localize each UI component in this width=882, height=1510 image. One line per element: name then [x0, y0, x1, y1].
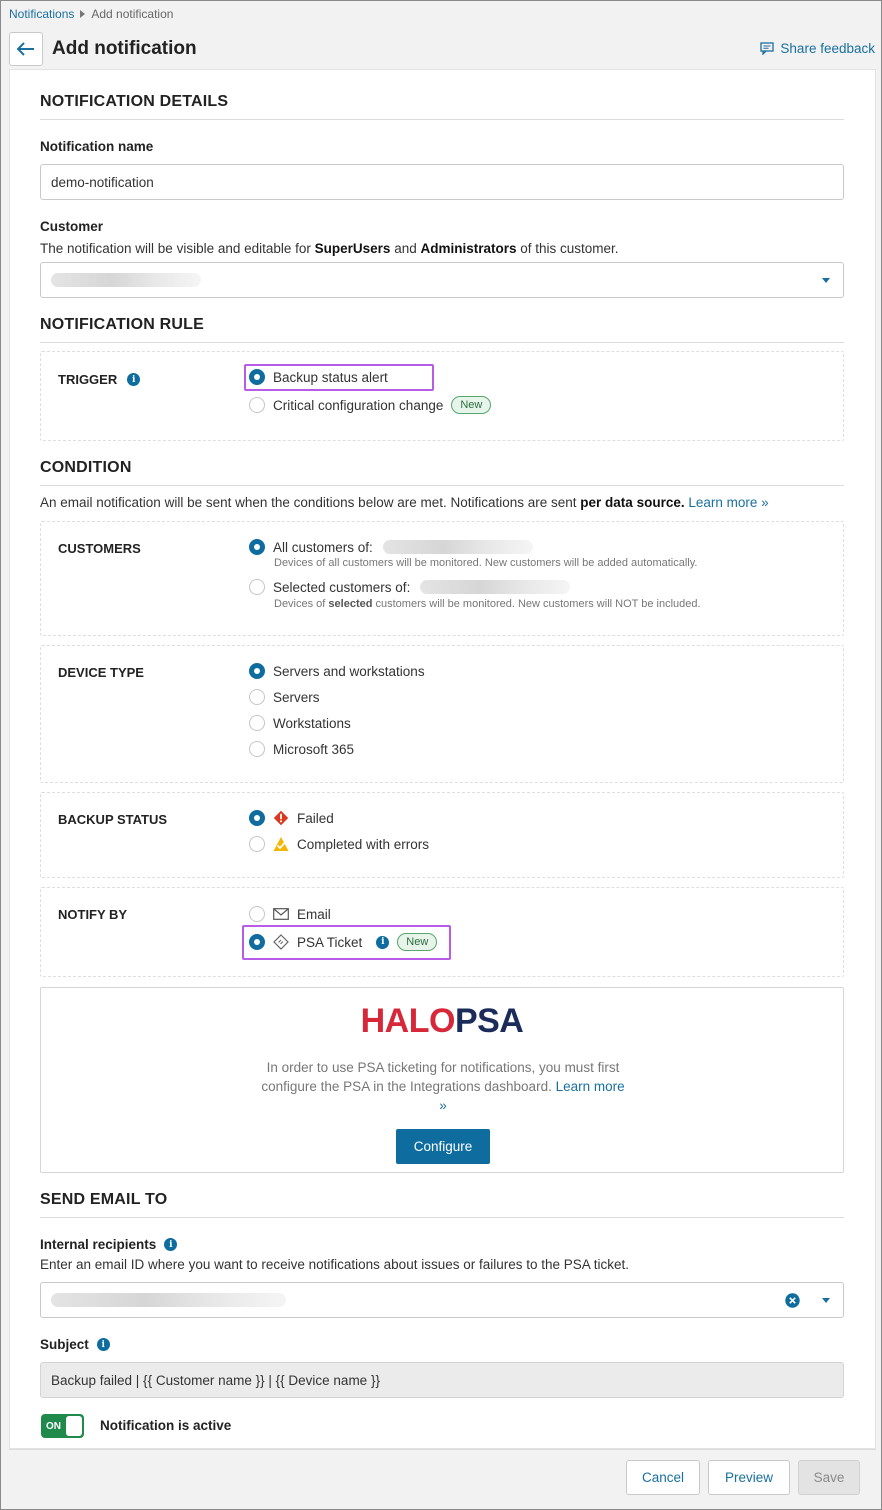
subject-label — [40, 1337, 110, 1352]
radio-label: Completed with errors — [297, 836, 430, 852]
breadcrumb-separator-icon — [80, 10, 85, 18]
subject-label-text: Subject — [40, 1337, 89, 1352]
section-title-condition: CONDITION — [40, 459, 844, 486]
recipient-email-redacted — [51, 1293, 286, 1307]
subject-value: Backup failed | {{ Customer name }} | {{ Device name }} — [51, 1372, 380, 1388]
highlight-box-psa-ticket — [242, 925, 451, 960]
customer-desc-tail: of this customer. — [516, 241, 619, 256]
customer-label: Customer — [40, 219, 104, 234]
notify-by-label: NOTIFY BY — [58, 907, 128, 922]
halopsa-logo-psa: PSA — [454, 1002, 524, 1040]
section-title-send-email: SEND EMAIL TO — [40, 1191, 844, 1218]
psa-config-text: In order to use PSA ticketing for notifications, you must first configure the PSA in the Integrations dashboard. — [261, 1060, 620, 1094]
toggle-knob — [66, 1416, 82, 1436]
envelope-icon — [273, 908, 289, 920]
radio-unselected-icon — [249, 397, 265, 413]
failed-status-icon — [273, 810, 289, 826]
subject-field — [40, 1362, 844, 1398]
breadcrumb — [9, 7, 173, 21]
radio-servers-and-workstations[interactable] — [249, 663, 425, 679]
device-type-panel — [40, 645, 844, 783]
radio-servers[interactable] — [249, 689, 320, 705]
toggle-on-label: ON — [46, 1420, 61, 1432]
radio-microsoft-365[interactable] — [249, 741, 354, 757]
notification-name-input[interactable] — [40, 164, 844, 200]
radio-unselected-icon — [249, 836, 265, 852]
halopsa-config-box — [40, 987, 844, 1173]
customer-desc-administrators: Administrators — [420, 241, 517, 256]
halopsa-logo — [41, 1002, 843, 1041]
customer-name-redacted — [383, 540, 533, 554]
internal-recipients-description: Enter an email ID where you want to receive notifications about issues or failures to the PSA ticket. — [40, 1257, 630, 1272]
active-toggle[interactable] — [41, 1414, 84, 1438]
info-icon[interactable]: i — [97, 1338, 110, 1351]
radio-workstations[interactable] — [249, 715, 351, 731]
radio-label: Selected customers of: — [273, 579, 411, 595]
internal-recipients-select[interactable] — [40, 1282, 844, 1318]
radio-all-customers[interactable] — [249, 539, 533, 555]
page-title: Add notification — [52, 38, 197, 59]
notification-active-label: Notification is active — [100, 1418, 232, 1433]
backup-status-panel — [40, 792, 844, 878]
notification-form-card — [9, 69, 876, 1449]
radio-label: PSA Ticket — [297, 934, 363, 950]
feedback-icon — [760, 42, 774, 55]
radio-completed-with-errors[interactable] — [249, 836, 429, 852]
notification-name-value: demo-notification — [51, 174, 154, 190]
customer-value-redacted — [51, 273, 201, 287]
radio-critical-config-change[interactable] — [249, 396, 491, 414]
info-icon[interactable]: i — [127, 373, 140, 386]
customer-desc-and: and — [390, 241, 421, 256]
halopsa-logo-halo: HALO — [360, 1002, 455, 1040]
customer-select[interactable] — [40, 262, 844, 298]
learn-more-link[interactable]: Learn more » — [688, 495, 769, 510]
internal-recipients-label — [40, 1237, 177, 1252]
radio-label: Servers — [273, 689, 320, 705]
selected-customers-description — [274, 598, 701, 610]
radio-selected-icon — [249, 539, 265, 555]
new-badge: New — [451, 396, 491, 414]
backup-status-label: BACKUP STATUS — [58, 812, 168, 827]
customer-desc-superusers: SuperUsers — [314, 241, 391, 256]
chevron-down-icon — [822, 278, 830, 283]
psa-config-message — [256, 1058, 630, 1115]
info-icon[interactable]: i — [376, 936, 389, 949]
radio-email[interactable] — [249, 906, 331, 922]
customers-label: CUSTOMERS — [58, 541, 141, 556]
condition-description — [40, 495, 769, 510]
radio-label: Critical configuration change — [273, 397, 444, 413]
radio-label: Backup status alert — [273, 369, 388, 385]
selected-desc-text: Devices of — [274, 598, 329, 610]
radio-unselected-icon — [249, 689, 265, 705]
cancel-button[interactable]: Cancel — [626, 1460, 700, 1495]
radio-unselected-icon — [249, 906, 265, 922]
radio-unselected-icon — [249, 741, 265, 757]
radio-label: Email — [297, 906, 331, 922]
psa-learn-more-link[interactable]: Learn more » — [439, 1079, 625, 1113]
save-button[interactable]: Save — [798, 1460, 860, 1495]
customers-panel — [40, 521, 844, 636]
preview-button[interactable]: Preview — [708, 1460, 790, 1495]
highlight-box-trigger — [244, 364, 434, 391]
condition-desc-bold: per data source. — [580, 495, 685, 510]
customer-desc-text: The notification will be visible and editable for — [40, 241, 315, 256]
back-button[interactable] — [9, 32, 43, 66]
warning-status-icon — [273, 836, 289, 852]
radio-label: All customers of: — [273, 539, 373, 555]
radio-label: Failed — [297, 810, 334, 826]
breadcrumb-current: Add notification — [91, 7, 174, 21]
share-feedback-label: Share feedback — [780, 41, 875, 56]
radio-unselected-icon — [249, 715, 265, 731]
all-customers-description: Devices of all customers will be monitored. New customers will be added automatically. — [274, 557, 698, 569]
radio-selected-icon — [249, 663, 265, 679]
footer-divider — [9, 1449, 876, 1450]
clear-icon[interactable] — [785, 1293, 800, 1308]
internal-recipients-text: Internal recipients — [40, 1237, 157, 1252]
arrow-left-icon — [17, 42, 35, 56]
notification-name-label: Notification name — [40, 139, 154, 154]
radio-selected-customers[interactable] — [249, 579, 570, 595]
trigger-label-text: TRIGGER — [58, 372, 118, 387]
selected-desc-tail: customers will be monitored. New customers will NOT be included. — [372, 598, 701, 610]
info-icon[interactable]: i — [164, 1238, 177, 1251]
radio-failed[interactable] — [249, 810, 334, 826]
share-feedback-link[interactable] — [760, 41, 875, 56]
breadcrumb-notifications-link[interactable]: Notifications — [9, 7, 75, 21]
new-badge: New — [397, 933, 437, 951]
customer-description — [40, 241, 619, 256]
radio-unselected-icon — [249, 579, 265, 595]
customer-name-redacted — [420, 580, 570, 594]
configure-button[interactable]: Configure — [396, 1129, 490, 1164]
device-type-label: DEVICE TYPE — [58, 665, 144, 680]
radio-label: Workstations — [273, 715, 351, 731]
radio-label: Servers and workstations — [273, 663, 425, 679]
section-title-details: NOTIFICATION DETAILS — [40, 93, 844, 120]
radio-selected-icon — [249, 810, 265, 826]
radio-label: Microsoft 365 — [273, 741, 355, 757]
condition-desc-text: An email notification will be sent when the conditions below are met. Notifications are sent — [40, 495, 581, 510]
trigger-label — [58, 372, 140, 387]
trigger-panel — [40, 351, 844, 441]
chevron-down-icon[interactable] — [822, 1298, 830, 1303]
selected-desc-bold: selected — [328, 598, 373, 610]
section-title-rule: NOTIFICATION RULE — [40, 316, 844, 343]
